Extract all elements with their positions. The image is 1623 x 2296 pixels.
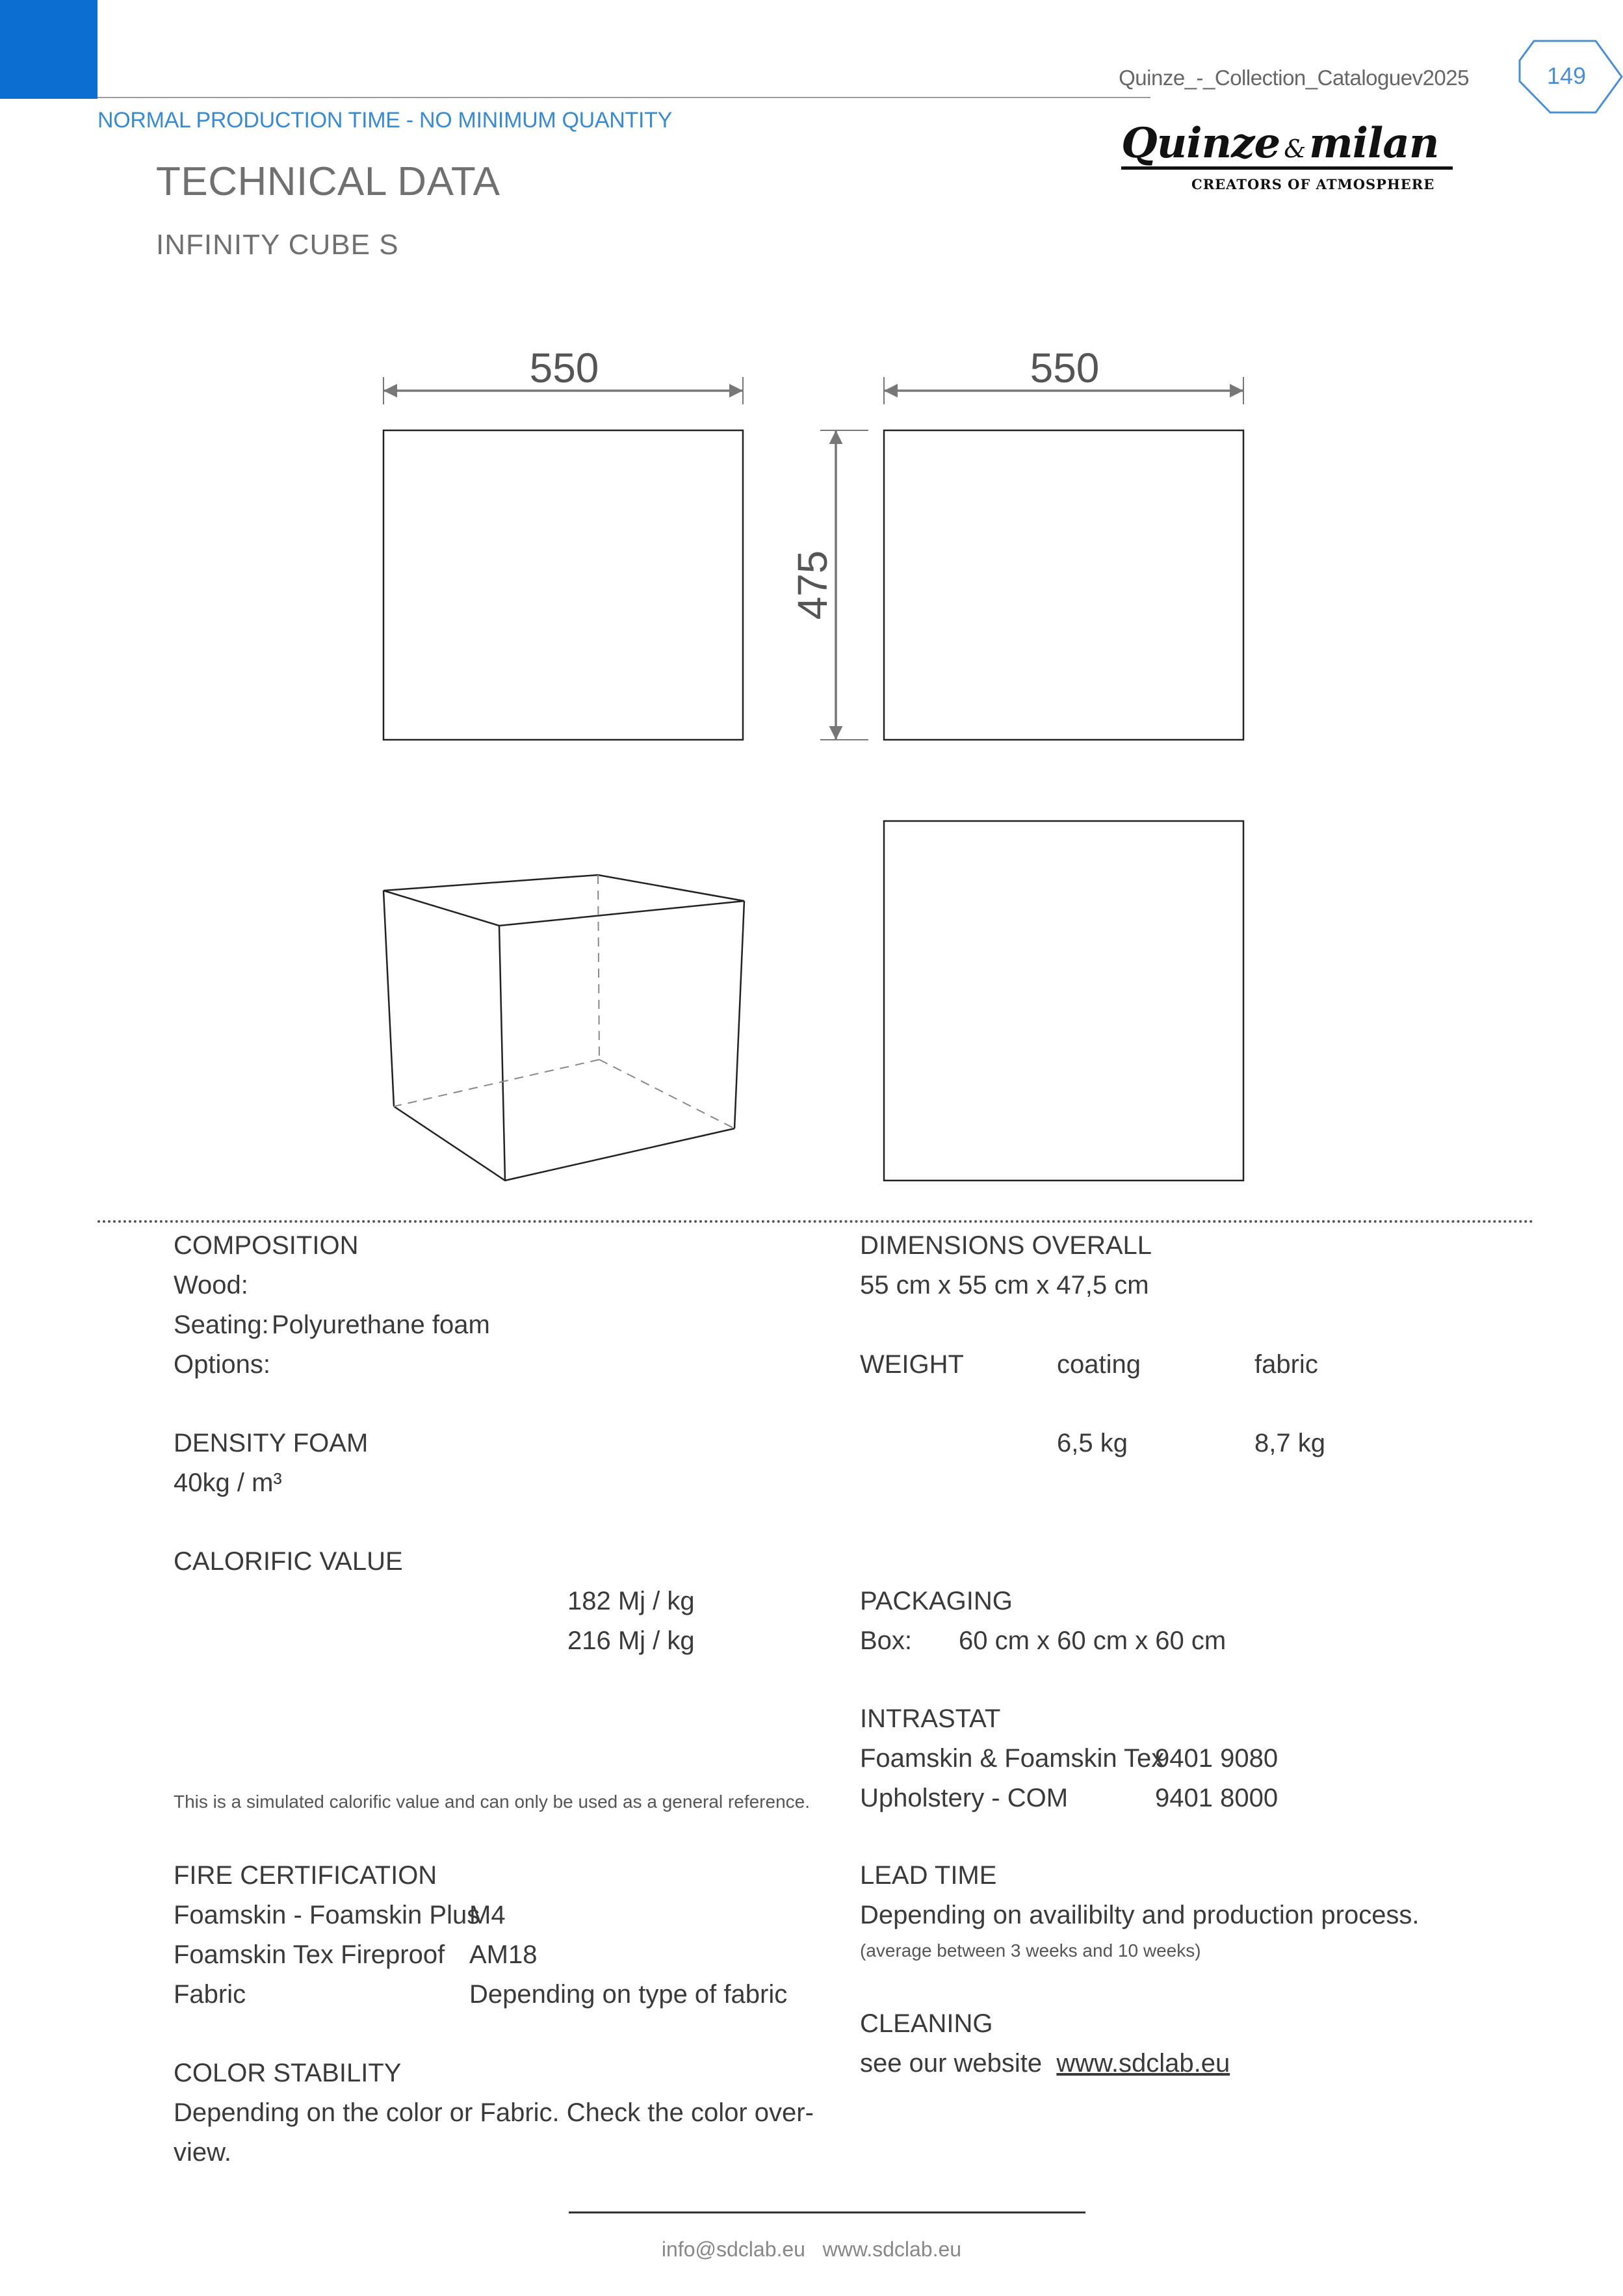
intrastat-row-value: 9401 8000 <box>1155 1784 1279 1812</box>
fire-row-value: Depending on type of fabric <box>469 1980 788 2009</box>
fire-row-label: Foamskin Tex Fireproof <box>174 1940 445 1969</box>
side-view <box>884 430 1243 740</box>
website-link[interactable]: www.sdclab.eu <box>1056 2049 1230 2078</box>
lead-time-note: (average between 3 weeks and 10 weeks) <box>860 1940 1201 1961</box>
color-stability-line-2: view. <box>174 2138 231 2167</box>
packaging-heading: PACKAGING <box>860 1587 1013 1615</box>
fire-heading: FIRE CERTIFICATION <box>174 1861 437 1890</box>
packaging-box-label: Box: <box>860 1626 913 1655</box>
fire-row-value: M4 <box>469 1901 506 1929</box>
weight-coating-label: coating <box>1057 1350 1141 1379</box>
weight-fabric-value: 8,7 kg <box>1254 1429 1325 1457</box>
cleaning-prefix: see our website <box>860 2049 1043 2078</box>
dimensions-heading: DIMENSIONS OVERALL <box>860 1231 1152 1260</box>
footer-rule <box>569 2211 1085 2213</box>
lead-time-heading: LEAD TIME <box>860 1861 997 1890</box>
perspective-view <box>383 875 744 1181</box>
fire-row-label: Foamskin - Foamskin Plus <box>174 1901 480 1929</box>
technical-drawing <box>0 312 1623 1196</box>
weight-fabric-label: fabric <box>1254 1350 1318 1379</box>
cleaning-heading: CLEANING <box>860 2009 993 2038</box>
intrastat-row-value: 9401 9080 <box>1155 1744 1279 1773</box>
calorific-value-1: 182 Mj / kg <box>567 1587 695 1615</box>
intrastat-row-label: Foamskin & Foamskin Tex <box>860 1744 1165 1773</box>
document-name: Quinze_-_Collection_Cataloguev2025 <box>1119 66 1469 90</box>
calorific-note: This is a simulated calorific value and can only be used as a general reference. <box>174 1792 810 1812</box>
brand-logo <box>1121 121 1485 192</box>
intrastat-heading: INTRASTAT <box>860 1704 1001 1733</box>
logo-tagline: CREATORS OF ATMOSPHERE <box>1191 176 1435 192</box>
weight-heading: WEIGHT <box>860 1350 964 1379</box>
section-divider <box>97 1220 1534 1223</box>
logo-ampersand: & <box>1284 135 1306 163</box>
intrastat-row-label: Upholstery - COM <box>860 1784 1069 1812</box>
logo-word-quinze: Quinze <box>1121 119 1280 168</box>
lead-time-value: Depending on availibilty and production process. <box>860 1901 1420 1929</box>
top-view <box>884 821 1243 1181</box>
front-view <box>383 430 743 740</box>
packaging-box-value: 60 cm x 60 cm x 60 cm <box>959 1626 1227 1655</box>
cleaning-text <box>860 2049 1230 2078</box>
header-rule <box>97 97 1150 98</box>
calorific-heading: CALORIFIC VALUE <box>174 1547 403 1576</box>
composition-seating-label: Seating: <box>174 1311 269 1339</box>
dimensions-value: 55 cm x 55 cm x 47,5 cm <box>860 1271 1149 1299</box>
density-heading: DENSITY FOAM <box>174 1429 369 1457</box>
composition-options: Options: <box>174 1350 270 1379</box>
composition-seating-value: Polyurethane foam <box>272 1311 490 1339</box>
density-value: 40kg / m³ <box>174 1468 282 1497</box>
height-label: 475 <box>789 550 836 620</box>
calorific-value-2: 216 Mj / kg <box>567 1626 695 1655</box>
composition-heading: COMPOSITION <box>174 1231 359 1260</box>
composition-wood: Wood: <box>174 1271 248 1299</box>
width-label-side: 550 <box>1030 345 1100 391</box>
brand-color-block <box>0 0 97 99</box>
product-name: INFINITY CUBE S <box>156 229 399 261</box>
fire-row-value: AM18 <box>469 1940 538 1969</box>
logo-word-milan: milan <box>1309 119 1439 168</box>
color-stability-heading: COLOR STABILITY <box>174 2059 402 2087</box>
footer-contact: info@sdclab.eu www.sdclab.eu <box>661 2237 962 2261</box>
production-note: NORMAL PRODUCTION TIME - NO MINIMUM QUANTITY <box>97 108 673 133</box>
width-label-front: 550 <box>529 345 599 391</box>
page-title: TECHNICAL DATA <box>156 159 500 204</box>
color-stability-line-1: Depending on the color or Fabric. Check the color over- <box>174 2098 814 2127</box>
weight-coating-value: 6,5 kg <box>1057 1429 1128 1457</box>
fire-row-label: Fabric <box>174 1980 246 2009</box>
page-number: 149 <box>1546 62 1587 89</box>
